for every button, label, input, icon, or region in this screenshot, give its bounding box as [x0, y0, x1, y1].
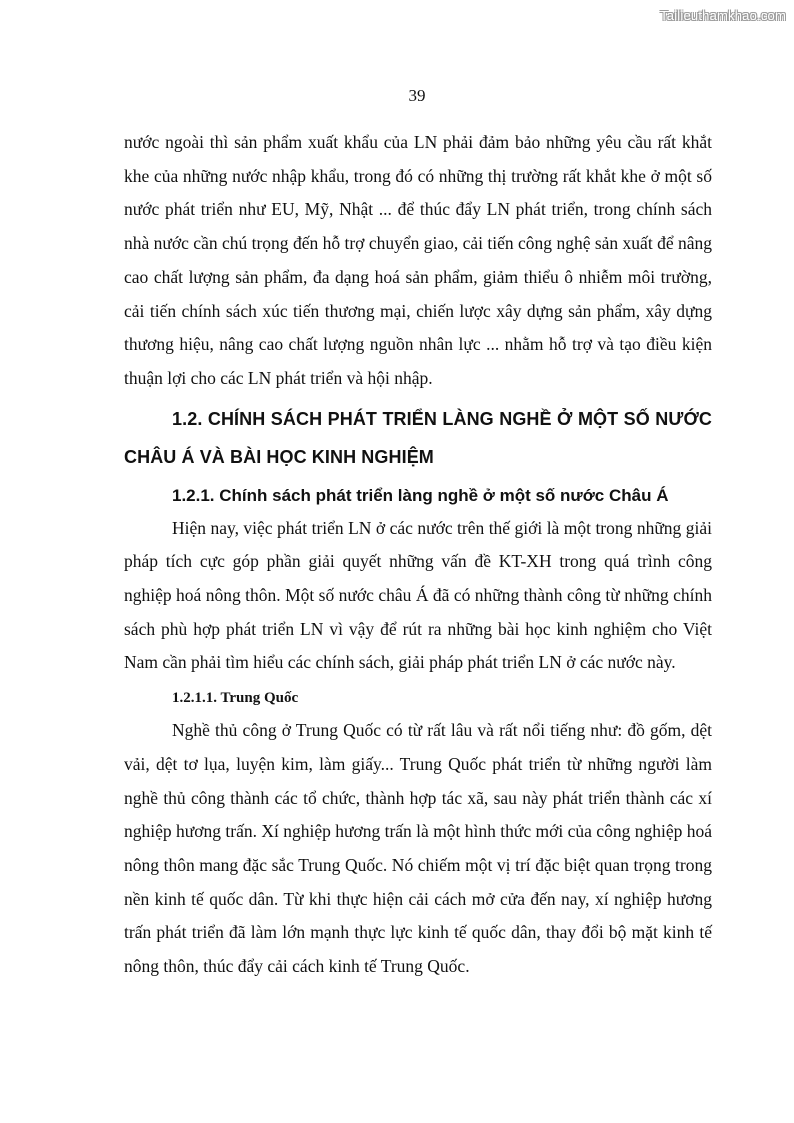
watermark: Tailieuthamkhao.com — [660, 8, 786, 23]
page-number: 39 — [408, 86, 426, 105]
subsubsection-heading: 1.2.1.1. Trung Quốc — [172, 690, 299, 707]
subsection-heading: 1.2.1. Chính sách phát triển làng nghề ở một số nước Châu Á — [172, 485, 669, 505]
paragraph-china: Nghề thủ công ở Trung Quốc có từ rất lâu và rất nổi tiếng như: đồ gốm, dệt vải, dệt tơ lụa, luyện kim, làm giấy... Trung Quốc phát triển từ những người làm nghề thủ công thành các tổ chức, thành hợp tác xã, sau này phát triển thành các xí nghiệp hương trấn. Xí nghiệp hương trấn là một hình thức mới của công nghiệp hoá nông thôn mang đặc sắc Trung Quốc. Nó chiếm một vị trí đặc biệt quan trọng trong nền kinh tế quốc dân. Từ khi thực hiện cải cách mở cửa đến nay, xí nghiệp hương trấn phát triển đã làm lớn mạnh thực lực kinh tế quốc dân, thay đổi bộ mặt kinh tế nông thôn, thúc đẩy cải cách kinh tế Trung Quốc. — [124, 720, 712, 977]
paragraph-overview: Hiện nay, việc phát triển LN ở các nước trên thế giới là một trong những giải pháp tích cực góp phần giải quyết những vấn đề KT-XH trong quá trình công nghiệp hoá nông thôn. Một số nước châu Á đã có những thành công từ những chính sách phù hợp phát triển LN vì vậy để rút ra những bài học kinh nghiệm cho Việt Nam cần phải tìm hiểu các chính sách, giải pháp phát triển LN ở các nước này. — [124, 517, 712, 673]
document-body — [124, 126, 712, 984]
section-heading: 1.2. CHÍNH SÁCH PHÁT TRIỂN LÀNG NGHỀ Ở MỘT SỐ NƯỚC CHÂU Á VÀ BÀI HỌC KINH NGHIỆM — [124, 408, 712, 467]
paragraph-intro: nước ngoài thì sản phẩm xuất khẩu của LN phải đảm bảo những yêu cầu rất khắt khe của những nước nhập khẩu, trong đó có những thị trường rất khắt khe ở một số nước phát triển như EU, Mỹ, Nhật ... để thúc đẩy LN phát triển, trong chính sách nhà nước cần chú trọng đến hỗ trợ chuyển giao, cải tiến công nghệ sản xuất để nâng cao chất lượng sản phẩm, đa dạng hoá sản phẩm, giảm thiểu ô nhiễm môi trường, cải tiến chính sách xúc tiến thương mại, chiến lược xây dựng sản phẩm, xây dựng thương hiệu, nâng cao chất lượng nguồn nhân lực ... nhằm hỗ trợ và tạo điều kiện thuận lợi cho các LN phát triển và hội nhập. — [124, 132, 712, 388]
